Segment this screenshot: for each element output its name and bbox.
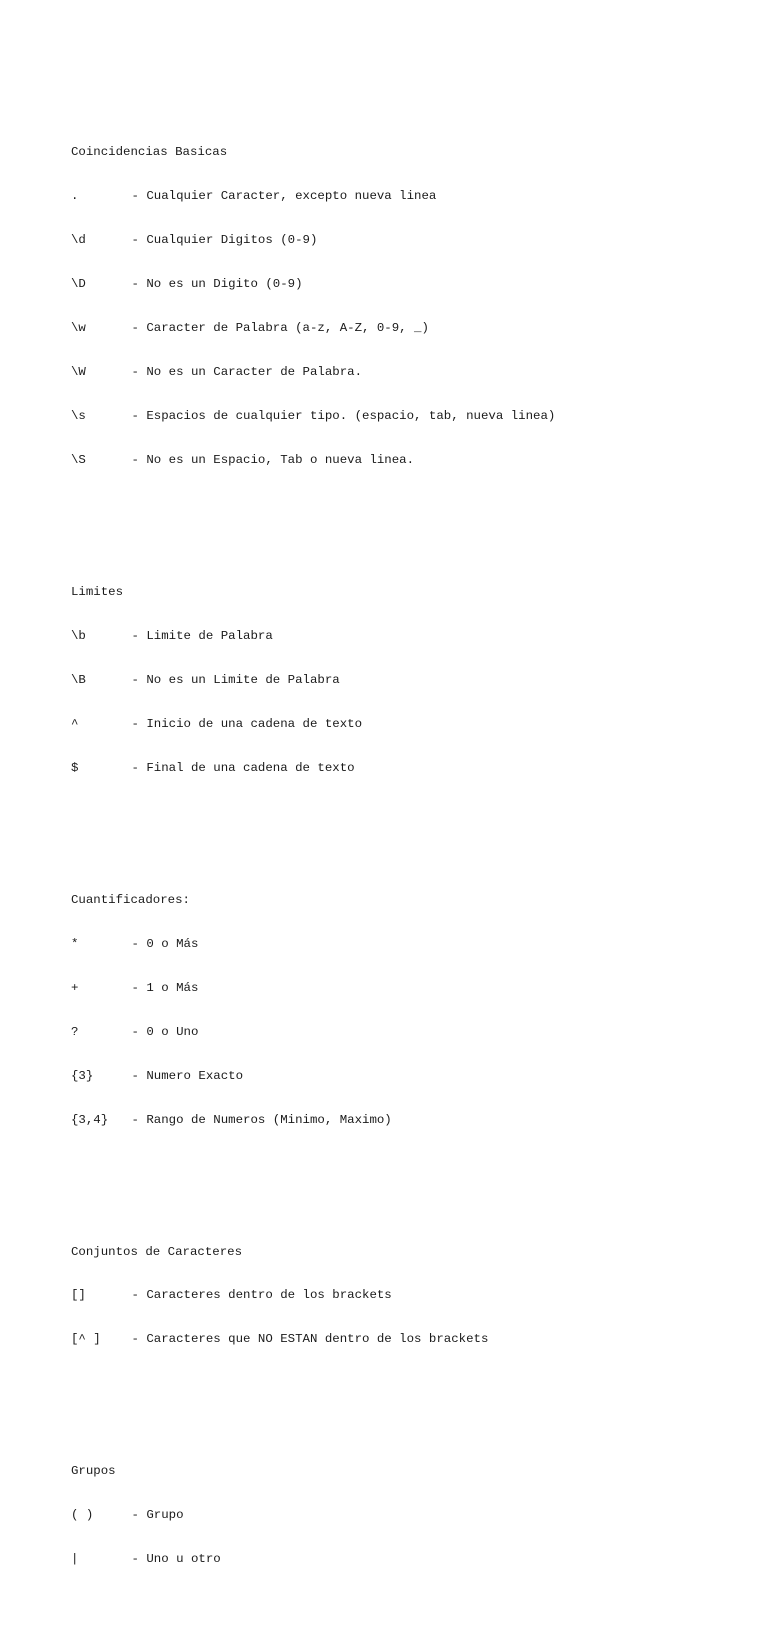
list-item [71, 409, 555, 424]
list-item [71, 453, 555, 468]
list-item [71, 673, 555, 688]
token-description: - Caracteres dentro de los brackets [131, 1288, 392, 1303]
token-description: - 0 o Uno [131, 1024, 199, 1039]
section-heading: Cuantificadores: [71, 892, 190, 907]
list-item [71, 1113, 555, 1128]
regex-token: ( ) [71, 1508, 94, 1523]
list-item [71, 1288, 555, 1303]
regex-token: . [71, 189, 79, 204]
list-item [71, 937, 555, 952]
list-item [71, 277, 555, 292]
token-description: - Caracteres que NO ESTAN dentro de los brackets [131, 1332, 489, 1347]
list-item [71, 365, 555, 380]
regex-token: \W [71, 365, 86, 380]
regex-token: {3,4} [71, 1112, 109, 1127]
list-item [71, 321, 555, 336]
token-description: - Inicio de una cadena de texto [131, 716, 363, 731]
list-item [71, 981, 555, 996]
regex-token: \b [71, 628, 86, 643]
section-limites [71, 556, 555, 805]
token-description: - 1 o Más [131, 980, 199, 995]
token-description: - Numero Exacto [131, 1068, 244, 1083]
section-heading: Grupos [71, 1464, 116, 1479]
list-item [71, 1508, 555, 1523]
token-description: - No es un Espacio, Tab o nueva linea. [131, 453, 415, 468]
token-description: - Final de una cadena de texto [131, 760, 355, 775]
token-description: - Cualquier Caracter, excepto nueva linea [131, 189, 437, 204]
regex-token: $ [71, 760, 79, 775]
regex-token: | [71, 1552, 79, 1567]
token-description: - No es un Caracter de Palabra. [131, 365, 363, 380]
token-description: - No es un Limite de Palabra [131, 672, 340, 687]
list-item [71, 189, 555, 204]
list-item [71, 1332, 555, 1347]
regex-token: ^ [71, 716, 79, 731]
section-coincidencias-basicas [71, 116, 555, 497]
token-description: - Limite de Palabra [131, 628, 273, 643]
regex-token: \s [71, 409, 86, 424]
token-description: - No es un Digito (0-9) [131, 277, 303, 292]
regex-token: * [71, 936, 79, 951]
token-description: - Cualquier Digitos (0-9) [131, 233, 318, 248]
regex-token: \d [71, 233, 86, 248]
regex-token: \w [71, 321, 86, 336]
regex-cheatsheet-document [71, 72, 555, 1626]
token-description: - Caracter de Palabra (a-z, A-Z, 0-9, _) [131, 321, 429, 336]
regex-token: [] [71, 1288, 86, 1303]
list-item [71, 1025, 555, 1040]
section-heading: Coincidencias Basicas [71, 145, 228, 160]
section-cuantificadores [71, 863, 555, 1156]
regex-token: \D [71, 277, 86, 292]
list-item [71, 1069, 555, 1084]
list-item [71, 1552, 555, 1567]
regex-token: [^ ] [71, 1332, 101, 1347]
section-heading: Limites [71, 584, 124, 599]
token-description: - Rango de Numeros (Minimo, Maximo) [131, 1112, 392, 1127]
list-item [71, 629, 555, 644]
list-item [71, 761, 555, 776]
section-heading: Conjuntos de Caracteres [71, 1244, 243, 1259]
list-item [71, 717, 555, 732]
regex-token: \B [71, 672, 86, 687]
regex-token: ? [71, 1024, 79, 1039]
token-description: - Uno u otro [131, 1552, 221, 1567]
token-description: - Espacios de cualquier tipo. (espacio, tab, nueva linea) [131, 409, 556, 424]
section-conjuntos-de-caracteres [71, 1215, 555, 1376]
regex-token: \S [71, 453, 86, 468]
token-description: - 0 o Más [131, 936, 199, 951]
list-item [71, 233, 555, 248]
regex-token: {3} [71, 1068, 94, 1083]
section-grupos [71, 1435, 555, 1596]
token-description: - Grupo [131, 1508, 184, 1523]
regex-token: + [71, 980, 79, 995]
